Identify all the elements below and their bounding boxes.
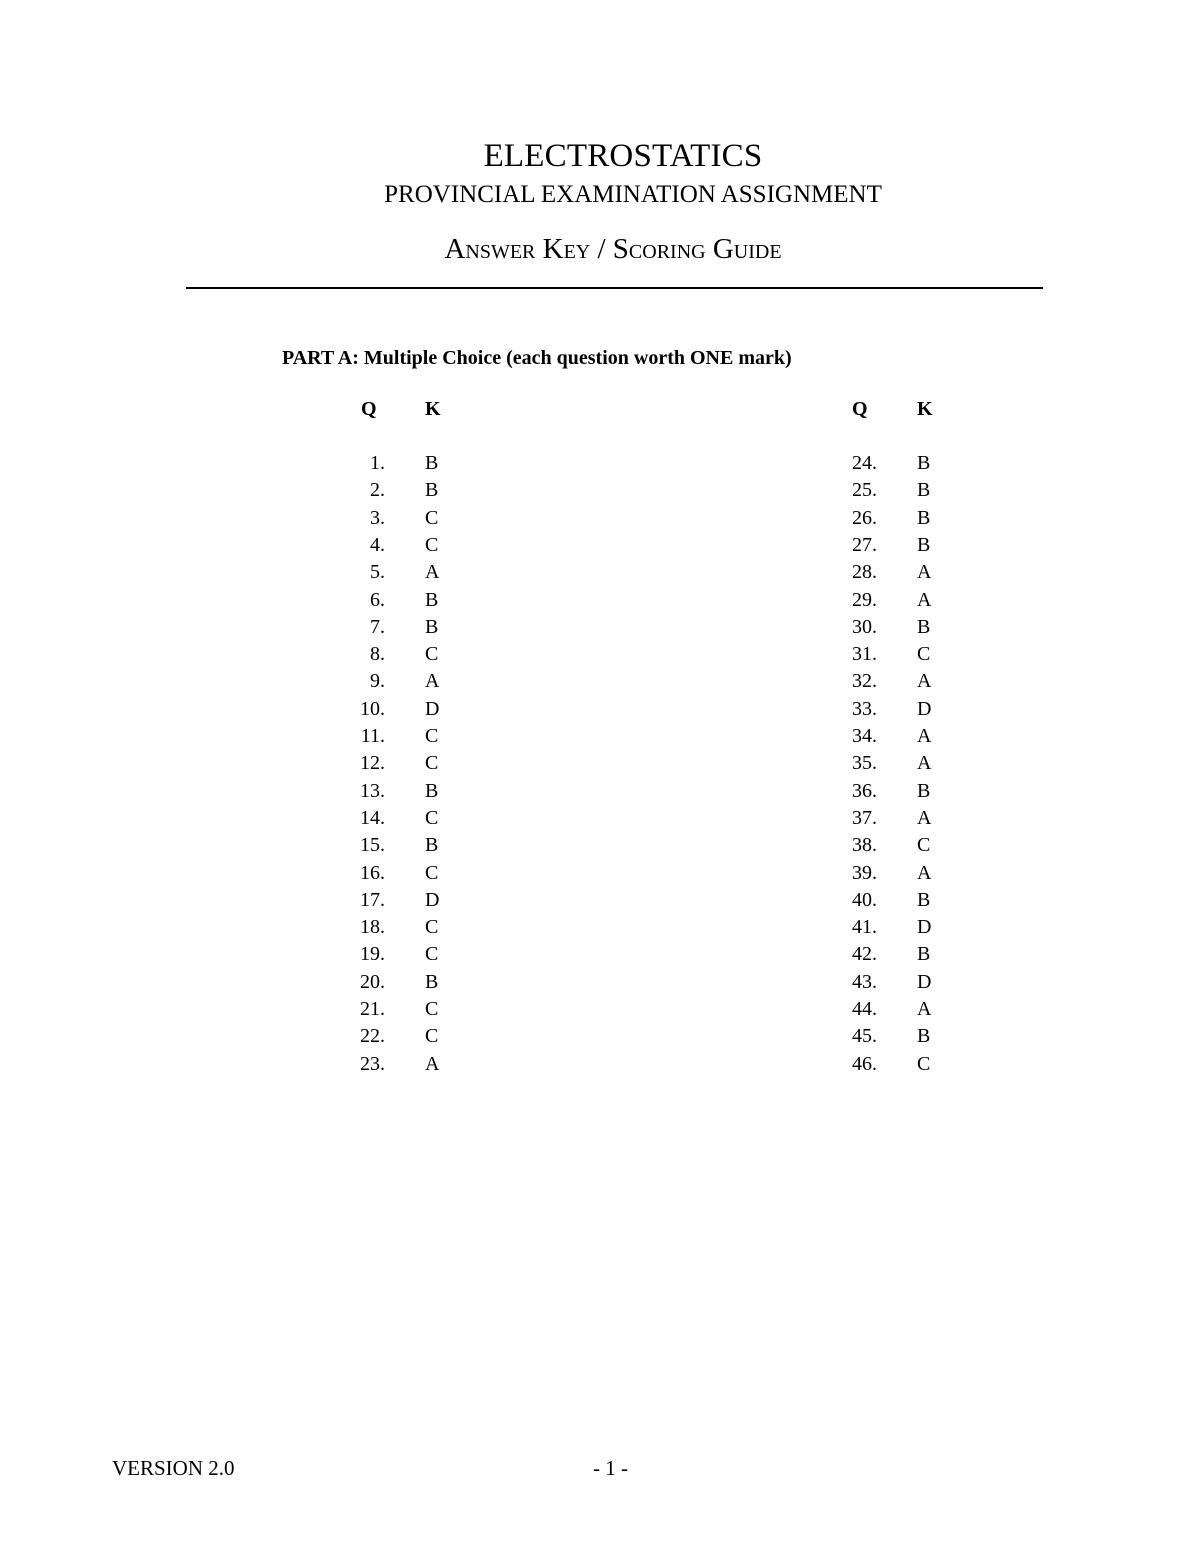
- question-number: 43.: [852, 970, 877, 993]
- answer-key: C: [917, 643, 931, 666]
- answer-key: C: [425, 998, 439, 1020]
- answer-key: A: [917, 998, 932, 1020]
- question-number: 8.: [370, 643, 385, 666]
- question-number: 22.: [360, 1025, 385, 1048]
- answer-key: C: [425, 916, 439, 939]
- answer-key: C: [425, 1025, 439, 1048]
- answer-key: A: [425, 1052, 440, 1075]
- question-number: 39.: [852, 861, 877, 884]
- answer-key: A: [917, 725, 932, 747]
- question-number: 5.: [370, 561, 385, 584]
- question-number: 31.: [852, 643, 877, 666]
- answer-key: C: [425, 725, 439, 747]
- question-number: 15.: [360, 834, 385, 857]
- answer-key: C: [425, 861, 439, 884]
- question-number: 38.: [852, 834, 877, 857]
- answer-key: D: [917, 970, 932, 993]
- answer-key: B: [917, 615, 931, 638]
- answer-key: B: [425, 779, 439, 802]
- question-number: 36.: [852, 779, 877, 802]
- part-a-heading: PART A: Multiple Choice (each question worth ONE mark): [282, 347, 792, 369]
- answer-key: B: [917, 888, 931, 911]
- document-subtitle: PROVINCIAL EXAMINATION ASSIGNMENT: [384, 181, 882, 208]
- answer-key-title: Answer Key / Scoring Guide: [444, 233, 782, 265]
- answer-key: B: [425, 452, 439, 474]
- answer-key: B: [425, 970, 439, 993]
- answer-key: B: [425, 588, 439, 611]
- question-number: 3.: [370, 506, 385, 529]
- answer-key: B: [917, 533, 931, 556]
- right-q-header: Q: [852, 398, 868, 420]
- answer-key: B: [917, 479, 931, 502]
- question-number: 19.: [360, 943, 385, 966]
- question-number: 18.: [360, 916, 385, 939]
- question-number: 26.: [852, 506, 877, 529]
- question-number: 42.: [852, 943, 877, 966]
- answer-key: C: [425, 806, 439, 829]
- question-number: 21.: [360, 998, 385, 1020]
- answer-key: A: [425, 561, 440, 584]
- question-number: 6.: [370, 588, 385, 611]
- right-k-header: K: [917, 398, 933, 420]
- question-number: 12.: [360, 752, 385, 775]
- question-number: 2.: [370, 479, 385, 502]
- question-number: 4.: [370, 533, 385, 556]
- answer-key: C: [425, 943, 439, 966]
- question-number: 37.: [852, 806, 877, 829]
- question-number: 35.: [852, 752, 877, 775]
- question-number: 27.: [852, 533, 877, 556]
- answer-key: C: [425, 506, 439, 529]
- answer-key: B: [425, 479, 439, 502]
- question-number: 14.: [360, 806, 385, 829]
- question-number: 30.: [852, 615, 877, 638]
- question-number: 24.: [852, 452, 877, 474]
- left-k-header: K: [425, 398, 441, 420]
- question-number: 41.: [852, 916, 877, 939]
- answer-key: C: [425, 533, 439, 556]
- question-number: 45.: [852, 1025, 877, 1048]
- question-number: 33.: [852, 697, 877, 720]
- answer-key: C: [425, 752, 439, 775]
- left-q-header: Q: [361, 398, 377, 420]
- answer-key: D: [425, 697, 440, 720]
- answer-key: B: [917, 779, 931, 802]
- answer-key: C: [917, 1052, 931, 1075]
- answer-key: A: [917, 670, 932, 693]
- answer-key: B: [425, 834, 439, 857]
- header-divider: [186, 287, 1043, 289]
- question-number: 44.: [852, 998, 877, 1020]
- question-number: 28.: [852, 561, 877, 584]
- question-number: 16.: [360, 861, 385, 884]
- question-number: 11.: [360, 725, 385, 747]
- answer-key: B: [917, 1025, 931, 1048]
- question-number: 17.: [360, 888, 385, 911]
- question-number: 25.: [852, 479, 877, 502]
- question-number: 13.: [360, 779, 385, 802]
- answer-key: B: [917, 506, 931, 529]
- question-number: 20.: [360, 970, 385, 993]
- question-number: 9.: [370, 670, 385, 693]
- answer-key: C: [425, 643, 439, 666]
- answer-key: A: [917, 861, 932, 884]
- question-number: 7.: [370, 615, 385, 638]
- question-number: 34.: [852, 725, 877, 747]
- question-number: 40.: [852, 888, 877, 911]
- question-number: 29.: [852, 588, 877, 611]
- question-number: 1.: [370, 452, 385, 474]
- page-number: - 1 -: [593, 1456, 628, 1480]
- answer-key: A: [917, 806, 932, 829]
- answer-key: A: [425, 670, 440, 693]
- answer-key: D: [917, 916, 932, 939]
- answer-key: A: [917, 752, 932, 775]
- answer-key: A: [917, 561, 932, 584]
- answer-key: A: [917, 588, 932, 611]
- question-number: 23.: [360, 1052, 385, 1075]
- answer-key: B: [425, 615, 439, 638]
- question-number: 32.: [852, 670, 877, 693]
- question-number: 46.: [852, 1052, 877, 1075]
- answer-key: B: [917, 452, 931, 474]
- answer-key: C: [917, 834, 931, 857]
- question-number: 10.: [360, 697, 385, 720]
- answer-key: D: [425, 888, 440, 911]
- version-label: VERSION 2.0: [112, 1456, 235, 1480]
- answer-key: D: [917, 697, 932, 720]
- document-title: ELECTROSTATICS: [483, 138, 763, 174]
- answer-key: B: [917, 943, 931, 966]
